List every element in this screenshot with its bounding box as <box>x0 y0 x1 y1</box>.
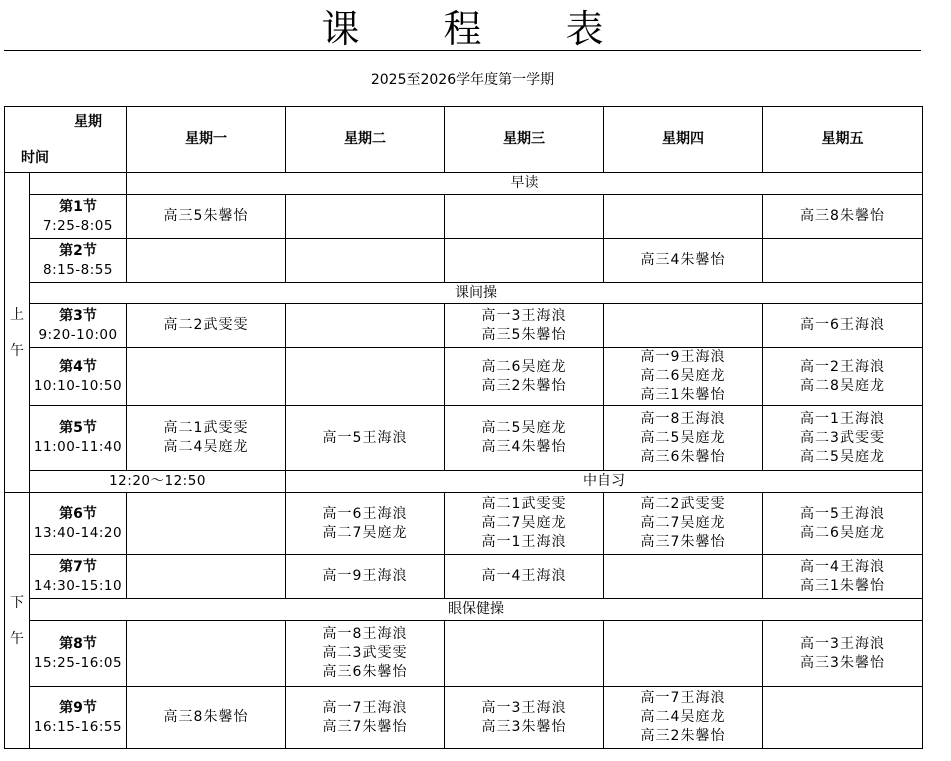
class-entry: 高三7朱馨怡 <box>322 718 408 735</box>
class-entry: 高二6吴庭龙 <box>800 524 885 541</box>
period-label: 第2节 8:15-8:55 <box>30 239 127 283</box>
schedule-cell <box>763 348 923 406</box>
class-entry: 高二7吴庭龙 <box>322 524 408 541</box>
class-entry: 高二8吴庭龙 <box>800 377 885 394</box>
schedule-cell <box>604 406 763 471</box>
class-entry: 高一7王海浪 <box>322 699 408 716</box>
class-entry: 高三3朱馨怡 <box>800 654 885 671</box>
page-title <box>4 0 921 50</box>
class-entry: 高一9王海浪 <box>322 568 408 584</box>
class-entry: 高一6王海浪 <box>322 505 408 522</box>
class-entry: 高二5吴庭龙 <box>800 448 885 465</box>
class-entry: 高二3武雯雯 <box>322 645 408 661</box>
schedule-cell <box>763 621 923 687</box>
noon-time-label: 12:20～12:50 <box>30 471 286 493</box>
class-entry: 高一2王海浪 <box>800 358 885 375</box>
schedule-cell <box>127 304 286 348</box>
schedule-cell <box>286 555 445 599</box>
band-spacer <box>30 173 127 195</box>
class-entry: 高二5吴庭龙 <box>481 420 567 436</box>
period-row-7 <box>5 555 923 599</box>
class-entry: 高一4王海浪 <box>481 568 567 584</box>
schedule-cell <box>445 195 604 239</box>
class-entry: 高三6朱馨怡 <box>640 448 726 465</box>
schedule-cell <box>445 304 604 348</box>
schedule-cell <box>127 687 286 749</box>
schedule-cell <box>286 493 445 555</box>
schedule-cell <box>604 493 763 555</box>
schedule-cell <box>445 406 604 471</box>
period-label: 第6节 13:40-14:20 <box>30 493 127 555</box>
class-entry: 高二4吴庭龙 <box>163 439 249 455</box>
schedule-cell <box>127 239 286 283</box>
day-header-wed: 星期三 <box>445 107 604 173</box>
band-row-early-reading <box>5 173 923 195</box>
class-entry: 高一3王海浪 <box>481 699 567 716</box>
period-row-5 <box>5 406 923 471</box>
class-entry: 高二6吴庭龙 <box>640 368 726 384</box>
schedule-cell <box>127 195 286 239</box>
class-entry: 高二7吴庭龙 <box>640 515 726 531</box>
class-entry: 高三4朱馨怡 <box>640 252 726 268</box>
band-noon-study: 中自习 <box>286 471 923 493</box>
class-entry: 高三2朱馨怡 <box>640 728 726 744</box>
class-entry: 高二1武雯雯 <box>481 496 567 512</box>
title-char-1: 课 <box>321 6 360 51</box>
corner-time-label: 时间 <box>21 150 49 166</box>
schedule-cell <box>445 621 604 687</box>
schedule-cell <box>763 493 923 555</box>
title-divider <box>4 50 921 51</box>
schedule-cell <box>127 406 286 471</box>
class-entry: 高三8朱馨怡 <box>800 208 885 224</box>
class-entry: 高三2朱馨怡 <box>481 377 567 394</box>
band-row-noon-study <box>5 471 923 493</box>
corner-week-label: 星期 <box>74 114 102 130</box>
class-entry: 高二5吴庭龙 <box>640 429 726 446</box>
period-row-1 <box>5 195 923 239</box>
class-entry: 高三3朱馨怡 <box>481 718 567 735</box>
class-entry: 高二4吴庭龙 <box>640 709 726 725</box>
schedule-cell <box>286 304 445 348</box>
class-entry: 高一1王海浪 <box>800 410 885 427</box>
period-label: 第5节 11:00-11:40 <box>30 406 127 471</box>
period-row-3 <box>5 304 923 348</box>
band-early-reading: 早读 <box>127 173 923 195</box>
schedule-cell <box>763 239 923 283</box>
schedule-cell <box>286 621 445 687</box>
period-row-4 <box>5 348 923 406</box>
schedule-cell <box>127 348 286 406</box>
day-header-mon: 星期一 <box>127 107 286 173</box>
period-label: 第9节 16:15-16:55 <box>30 687 127 749</box>
period-label: 第3节 9:20-10:00 <box>30 304 127 348</box>
title-char-2: 程 <box>443 6 482 51</box>
afternoon-label: 下 午 <box>5 493 30 749</box>
band-eye-exercise: 眼保健操 <box>30 599 923 621</box>
class-entry: 高一1王海浪 <box>481 534 567 550</box>
class-entry: 高一8王海浪 <box>640 410 726 427</box>
schedule-cell <box>445 687 604 749</box>
schedule-cell <box>763 555 923 599</box>
title-char-3: 表 <box>565 6 604 51</box>
header-row <box>5 107 923 173</box>
class-entry: 高三8朱馨怡 <box>163 709 249 725</box>
schedule-cell <box>763 687 923 749</box>
schedule-cell <box>763 195 923 239</box>
schedule-cell <box>604 687 763 749</box>
schedule-cell <box>604 555 763 599</box>
schedule-cell <box>604 348 763 406</box>
class-entry: 高三1朱馨怡 <box>640 387 726 403</box>
semester-subtitle: 2025至2026学年度第一学期 <box>370 72 555 88</box>
period-row-6 <box>5 493 923 555</box>
class-entry: 高二6吴庭龙 <box>481 358 567 375</box>
class-entry: 高三6朱馨怡 <box>322 664 408 680</box>
class-entry: 高二7吴庭龙 <box>481 515 567 531</box>
schedule-cell <box>763 406 923 471</box>
day-header-thu: 星期四 <box>604 107 763 173</box>
schedule-cell <box>127 493 286 555</box>
class-entry: 高一5王海浪 <box>800 505 885 522</box>
class-entry: 高二3武雯雯 <box>800 429 885 446</box>
schedule-cell <box>445 239 604 283</box>
morning-label: 上 午 <box>5 173 30 493</box>
period-label: 第7节 14:30-15:10 <box>30 555 127 599</box>
class-entry: 高一6王海浪 <box>800 317 885 333</box>
period-row-2 <box>5 239 923 283</box>
schedule-cell <box>286 687 445 749</box>
schedule-cell <box>604 195 763 239</box>
class-entry: 高一4王海浪 <box>800 558 885 575</box>
schedule-cell <box>604 239 763 283</box>
schedule-cell <box>127 555 286 599</box>
class-entry: 高一7王海浪 <box>640 690 726 706</box>
class-entry: 高二2武雯雯 <box>640 496 726 512</box>
class-entry: 高一5王海浪 <box>322 429 408 446</box>
class-entry: 高一3王海浪 <box>800 635 885 652</box>
class-entry: 高二1武雯雯 <box>163 420 249 436</box>
band-row-break-exercise <box>5 283 923 304</box>
schedule-cell <box>445 555 604 599</box>
period-row-8 <box>5 621 923 687</box>
schedule-cell <box>445 493 604 555</box>
schedule-cell <box>286 195 445 239</box>
class-entry: 高一9王海浪 <box>640 349 726 365</box>
day-header-fri: 星期五 <box>763 107 923 173</box>
period-label: 第1节 7:25-8:05 <box>30 195 127 239</box>
class-entry: 高三4朱馨怡 <box>481 439 567 455</box>
period-row-9 <box>5 687 923 749</box>
schedule-table <box>4 106 923 749</box>
schedule-cell <box>286 348 445 406</box>
period-label: 第4节 10:10-10:50 <box>30 348 127 406</box>
band-row-eye-exercise <box>5 599 923 621</box>
corner-cell <box>5 107 127 173</box>
schedule-cell <box>286 239 445 283</box>
class-entry: 高一8王海浪 <box>322 626 408 642</box>
schedule-cell <box>445 348 604 406</box>
period-label: 第8节 15:25-16:05 <box>30 621 127 687</box>
class-entry: 高三5朱馨怡 <box>481 326 567 343</box>
band-break-exercise: 课间操 <box>30 283 923 304</box>
class-entry: 高二2武雯雯 <box>163 317 249 333</box>
class-entry: 高三5朱馨怡 <box>163 208 249 224</box>
class-entry: 高三7朱馨怡 <box>640 534 726 550</box>
schedule-cell <box>604 621 763 687</box>
schedule-cell <box>763 304 923 348</box>
schedule-cell <box>604 304 763 348</box>
schedule-cell <box>286 406 445 471</box>
day-header-tue: 星期二 <box>286 107 445 173</box>
schedule-cell <box>127 621 286 687</box>
class-entry: 高一3王海浪 <box>481 307 567 324</box>
class-entry: 高三1朱馨怡 <box>800 577 885 594</box>
